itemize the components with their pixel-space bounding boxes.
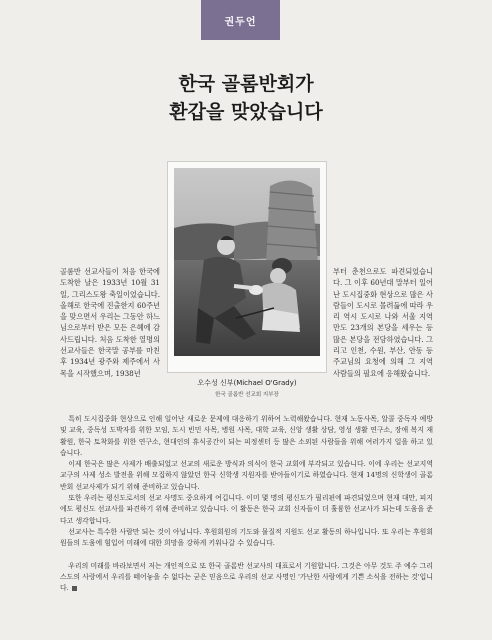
title-line-2: 환갑을 맞았습니다 [169,101,323,123]
article-title [0,70,492,126]
body-right-column: 부터 춘천으로도 파견되었습니다. 그 이후 60년대 말부터 일어난 도시집중화 현상으로 많은 사람들이 도시로 몰려듦에 따라 우리 역시 도시로 나와 서울 지역만도 23개의 본당을 세우는 등 많은 본당을 전담하였습니다. 그리고 인천, 수원, 부산, 안동 등 주교님의 요청에 의해 그 지역 사람들의 필요에 응해왔습니다. [333,267,433,378]
body-main-text [60,414,433,594]
photo-caption-name: 오수성 신부(Michael O'Grady) [197,379,297,387]
end-mark-icon [72,586,77,591]
photo-caption-role: 한국 골롬반 선교회 지부장 [215,392,279,398]
body-left-column: 골롬반 선교사들이 처음 한국에 도착한 날은 1933년 10월 31일, 그리스도왕 축일이었습니다. 올해로 한국에 진출한지 60주년을 맞으면서 우리는 그동안 하느님으로부터 받은 모든 은혜에 감사드립니다. 처음 도착한 열명의 선교사들은 한국말 공부를 마친 후 1934년 광주와 제주에서 사목을 시작했으며, 1938년 [60,267,160,378]
body-paragraph-3: 또한 우리는 평신도로서의 선교 사명도 중요하게 여깁니다. 이미 몇 명의 평신도가 필리핀에 파견되었으며 현재 대만, 피지에도 평신도 선교사를 파견하기 위해 준비하고 있습니다. 이 활동은 한국 교회 신자들이 더 훌륭한 선교사가 되는데 도움을 준다고 생각합니다. [60,494,433,525]
body-closing-paragraph [60,561,433,595]
section-label: 권두언 [201,0,280,40]
body-paragraph-2: 이제 한국은 많은 사제가 배출되었고 선교의 새로운 방식과 의식이 한국 교회에 부각되고 있습니다. 이에 우리는 선교지역 교구의 사제 성소 발전을 위해 모집하지 않았던 한국 신학생 지원자를 받아들이기로 하였습니다. 현재 14명의 신학생이 골롬반회 선교사제가 되기 위해 준비하고 있습니다. [60,460,433,491]
closing-text: 우리의 미래를 바라보면서 저는 개인적으로 또 한국 골롬반 선교사의 대표로서 기원합니다. 그것은 아무 것도 주 예수 그리스도의 사랑에서 우리를 떼어놓을 수 없다는 굳은 믿음으로 우리의 선교 사명인 '가난한 사람에게 기쁜 소식을 전하는 것'입니다. [60,561,433,593]
priest-photo [174,168,320,356]
body-paragraph-1: 특히 도시집중화 현상으로 인해 일어난 새로운 문제에 대응하기 위하여 노력해왔습니다. 현재 노동사목, 알콜 중독자 예방 및 교육, 중독성 도박자를 위한 모임, 도시 빈민 사목, 병원 사목, 대학 교육, 신앙 생활 상담, 영성 생활 연구소, 장애 복지 재활원, 한국 토착화를 위한 연구소, 현대인의 휴식공간이 되는 피정센터 등 많은 소외된 사람들을 위해 여러가지 일을 하고 있습니다. [60,415,433,457]
title-line-1: 한국 골롬반회가 [178,73,314,95]
photo-frame [167,161,327,373]
body-paragraph-4: 선교사는 특수한 사람만 되는 것이 아닙니다. 후원회원의 기도와 물질적 지원도 선교 활동의 하나입니다. 또 우리는 후원회원들의 도움에 힘입어 미래에 대한 희망을 강하게 키워나갈 수 있습니다. [60,527,433,548]
